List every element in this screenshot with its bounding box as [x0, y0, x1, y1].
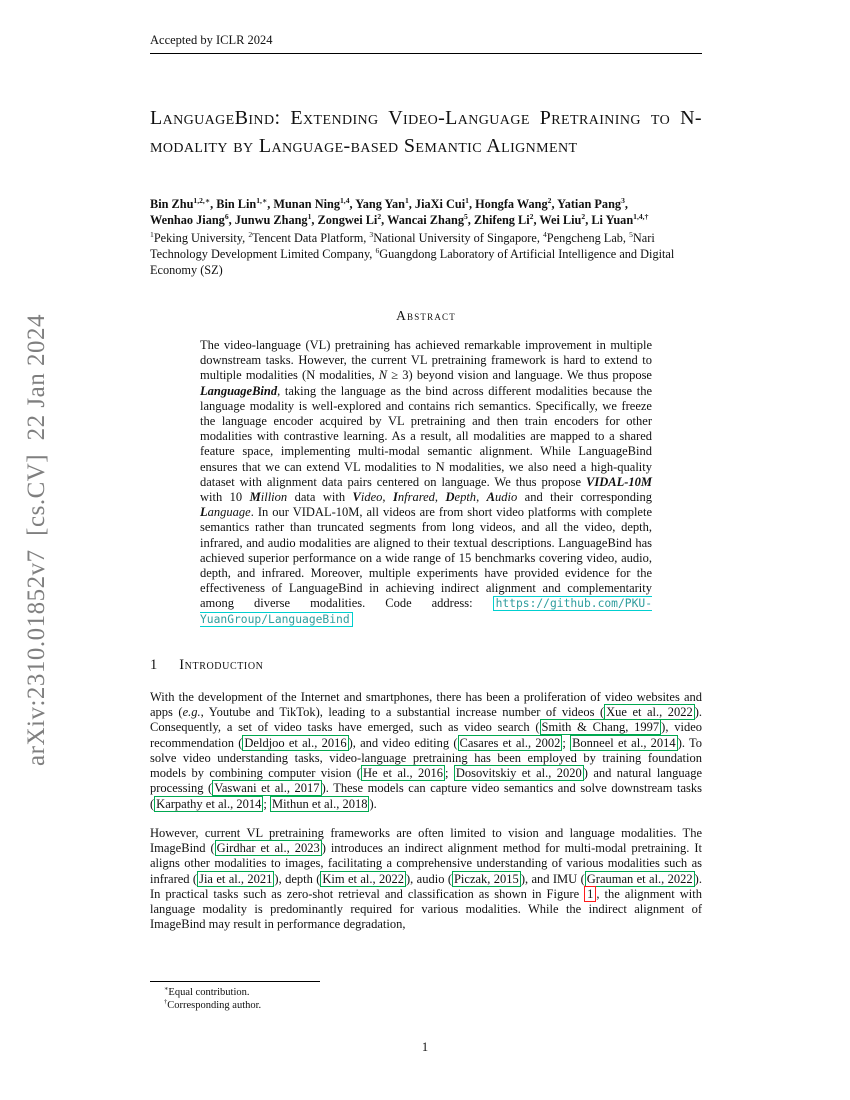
text-segment: , [624, 197, 628, 211]
text-segment: National University of Singapore, [373, 231, 543, 245]
citation-link[interactable]: Dosovitskiy et al., 2020 [455, 766, 582, 781]
text-segment: ). In practical tasks such as zero-shot retrieval and classification as shown in Figure [150, 871, 702, 901]
bold-italic-text: D [445, 490, 455, 505]
citation-link[interactable]: Xue et al., 2022 [606, 705, 693, 720]
text-segment: With the development of the Internet and smartphones, there has been a proliferation of video websites and apps ( [150, 689, 702, 720]
arxiv-watermark: arXiv:2310.01852v7 [cs.CV] 22 Jan 2024 [23, 314, 50, 766]
bold-italic-text: M [249, 490, 261, 505]
citation-link[interactable]: Deldjoo et al., 2016 [244, 735, 347, 750]
section-title: Introduction [179, 656, 264, 673]
superscript: 1,4,† [633, 211, 649, 221]
text-segment: ) and natural language processing ( [150, 766, 702, 796]
text-segment: ; [263, 796, 270, 811]
header-divider [150, 53, 702, 54]
text-segment: Tencent Data Platform, [252, 231, 370, 245]
citation-link[interactable]: Grauman et al., 2022 [586, 871, 693, 886]
footnote-text: Corresponding author. [167, 1000, 262, 1011]
italic-text: epth [454, 490, 477, 505]
citation-link[interactable]: Kim et al., 2022 [322, 871, 405, 886]
bold-italic-text: VIDAL-10M [586, 474, 652, 489]
citation-link[interactable]: Karpathy et al., 2014 [156, 796, 262, 811]
superscript: 1,2,∗ [193, 195, 211, 205]
intro-paragraph-1 [150, 690, 702, 812]
text-segment: , [382, 490, 393, 505]
footnote-text: Equal contribution. [168, 987, 250, 998]
text-segment: with 10 [200, 490, 250, 505]
italic-text: illion [260, 490, 288, 505]
content-column [150, 0, 702, 933]
text-segment: and their corresponding [517, 490, 653, 505]
bold-italic-text: L [200, 505, 208, 520]
text-segment: , Yang Yan [349, 197, 405, 211]
text-segment: ). To solve video understanding tasks, video-language pretraining has been employed by training foundation models by combining computer vision ( [150, 735, 702, 781]
citation-link[interactable]: Bonneel et al., 2014 [572, 735, 676, 750]
superscript: 1,∗ [256, 195, 268, 205]
citation-link[interactable]: Smith & Chang, 1997 [541, 720, 660, 735]
text-segment: ), depth ( [274, 871, 321, 886]
text-segment: ; [445, 766, 454, 781]
affiliations-block [150, 230, 702, 278]
bold-italic-text: V [352, 490, 361, 505]
section-heading-introduction [150, 657, 702, 674]
text-segment: , the alignment with language modality is predominantly required for various modalities. While the indirect alignment of ImageBind may result in performance degradation, [150, 886, 702, 932]
superscript: 1,4 [339, 195, 350, 205]
text-segment: , Junwu Zhang [228, 213, 308, 227]
text-segment: ≥ 3) beyond vision and language. We thus propose [387, 368, 652, 383]
citation-link[interactable]: Vaswani et al., 2017 [214, 781, 320, 796]
italic-text: ideo [360, 490, 383, 505]
superscript: 5 [629, 229, 633, 239]
text-segment: , Munan Ning [267, 197, 340, 211]
abstract-heading: Abstract [396, 308, 456, 323]
text-segment: , Zhifeng Li [467, 213, 530, 227]
text-segment: ), and IMU ( [520, 871, 585, 886]
paper-title: LanguageBind: Extending Video-Language Pretraining to N-modality by Language-based Semantic Alignment [150, 107, 702, 157]
footnote-divider [150, 981, 320, 982]
text-segment: ). [369, 796, 377, 811]
italic-text: e.g. [182, 705, 201, 720]
italic-text: N [378, 368, 388, 383]
section-number: 1 [150, 656, 158, 673]
text-segment: . In our VIDAL-10M, all videos are from short video platforms with complete semantics rather than truncated segments from long videos, and all the video, depth, infrared, and audio modalities are aligned to their textual descriptions. LanguageBind has achieved superior performance on a wide range of 15 benchmarks covering video, audio, depth, and infrared. Moreover, multiple experiments have provided evidence for the effectiveness of LanguageBind in achieving indirect alignment and complementarity among diverse modalities. Code address: [200, 505, 652, 611]
footnotes-block [150, 981, 702, 1012]
intro-paragraph-2 [150, 826, 702, 933]
italic-text: anguage [207, 505, 251, 520]
text-segment: ), video recommendation ( [150, 720, 702, 750]
citation-link[interactable]: Mithun et al., 2018 [271, 796, 368, 811]
superscript: 2 [248, 229, 253, 239]
text-segment: However, current VL pretraining frameworks are often limited to vision and language modalities. The ImageBind ( [150, 825, 702, 856]
text-segment: , [476, 490, 487, 505]
bold-italic-text: A [486, 490, 495, 505]
text-segment: , Yatian Pang [551, 197, 622, 211]
footnote-marker-asterisk: ∗ [164, 985, 169, 993]
text-segment: ). These models can capture video semantics and solve downstream tasks ( [150, 781, 702, 811]
superscript: 4 [542, 229, 547, 239]
superscript: 6 [224, 211, 229, 221]
text-segment: , taking the language as the bind across different modalities because the language modality is well-explored and contains rich semantics. Specifically, we freeze the language encoder acquired by VL pretraining and then train encoders for other modalities with contrastive learning. As a result, all modalities are mapped to a shared feature space, implementing multi-modal semantic alignment. While LanguageBind ensures that we can extend VL modalities to N modalities, we also need a high-quality dataset with alignment data pairs centered on language. We thus propose [200, 383, 652, 489]
superscript: 3 [369, 229, 374, 239]
page-number: 1 [421, 1040, 429, 1054]
citation-link[interactable]: Piczak, 2015 [453, 871, 519, 886]
text-segment: , Youtube and TikTok), leading to a substantial increase number of videos ( [200, 705, 605, 720]
superscript: 3 [621, 195, 625, 205]
conference-acceptance-note: Accepted by ICLR 2024 [150, 33, 273, 47]
abstract-body [200, 338, 652, 627]
citation-link[interactable]: Casares et al., 2002 [459, 735, 561, 750]
footnote-marker-dagger: † [164, 998, 168, 1006]
bold-italic-text: I [393, 490, 398, 505]
italic-text: udio [494, 490, 518, 505]
text-segment: Nari Technology Development Limited Company, [150, 231, 655, 261]
text-segment: data with [287, 490, 353, 505]
text-segment: , Zongwei Li [311, 213, 378, 227]
text-segment: , Li Yuan [585, 213, 634, 227]
text-segment: The video-language (VL) pretraining has achieved remarkable improvement in multiple downstream tasks. However, the current VL pretraining framework is hard to extend to multiple modalities (N modalities, [200, 338, 652, 383]
text-segment: , Wei Liu [533, 213, 582, 227]
url-link[interactable]: https://github.com/PKU-YuanGroup/LanguageBind [200, 597, 652, 626]
text-segment: ) introduces an indirect alignment method for multi-modal pretraining. It aligns other modalities to images, facilitating a comprehensive understanding of various modalities such as infrared ( [150, 841, 702, 886]
text-segment: ; [562, 735, 571, 750]
superscript: 2 [377, 211, 382, 221]
citation-link[interactable]: He et al., 2016 [362, 766, 444, 781]
superscript: 6 [375, 245, 380, 255]
superscript: 2 [547, 195, 552, 205]
superscript: 5 [463, 211, 468, 221]
text-segment: Bin Zhu [150, 197, 194, 211]
text-segment: ), audio ( [406, 871, 452, 886]
text-segment: Peking University, [153, 231, 249, 245]
superscript: 2 [581, 211, 586, 221]
superscript: 2 [529, 211, 534, 221]
text-segment: , Bin Lin [210, 197, 257, 211]
text-segment: ), and video editing ( [348, 735, 458, 750]
text-segment: , [434, 490, 446, 505]
authors-block [150, 196, 702, 228]
text-segment: Pengcheng Lab, [546, 231, 630, 245]
superscript: 1 [307, 211, 312, 221]
footnote-equal-contribution [150, 986, 702, 999]
text-segment: , Hongfa Wang [468, 197, 548, 211]
text-segment: Wenhao Jiang [150, 213, 225, 227]
citation-link[interactable]: Jia et al., 2021 [199, 871, 273, 886]
figure-ref-link[interactable]: 1 [584, 886, 596, 902]
superscript: 1 [465, 195, 469, 205]
citation-link[interactable]: Girdhar et al., 2023 [216, 841, 320, 856]
text-segment: ). Consequently, a set of video tasks have emerged, such as video search ( [150, 705, 703, 735]
superscript: 1 [150, 229, 154, 239]
bold-italic-text: LanguageBind [200, 383, 278, 398]
italic-text: nfrared [397, 490, 435, 505]
text-segment: Guangdong Laboratory of Artificial Intelligence and Digital Economy (SZ) [150, 247, 675, 277]
text-segment: , Wancai Zhang [381, 213, 464, 227]
text-segment: , JiaXi Cui [408, 197, 466, 211]
footnote-corresponding-author [150, 999, 702, 1012]
superscript: 1 [404, 195, 409, 205]
